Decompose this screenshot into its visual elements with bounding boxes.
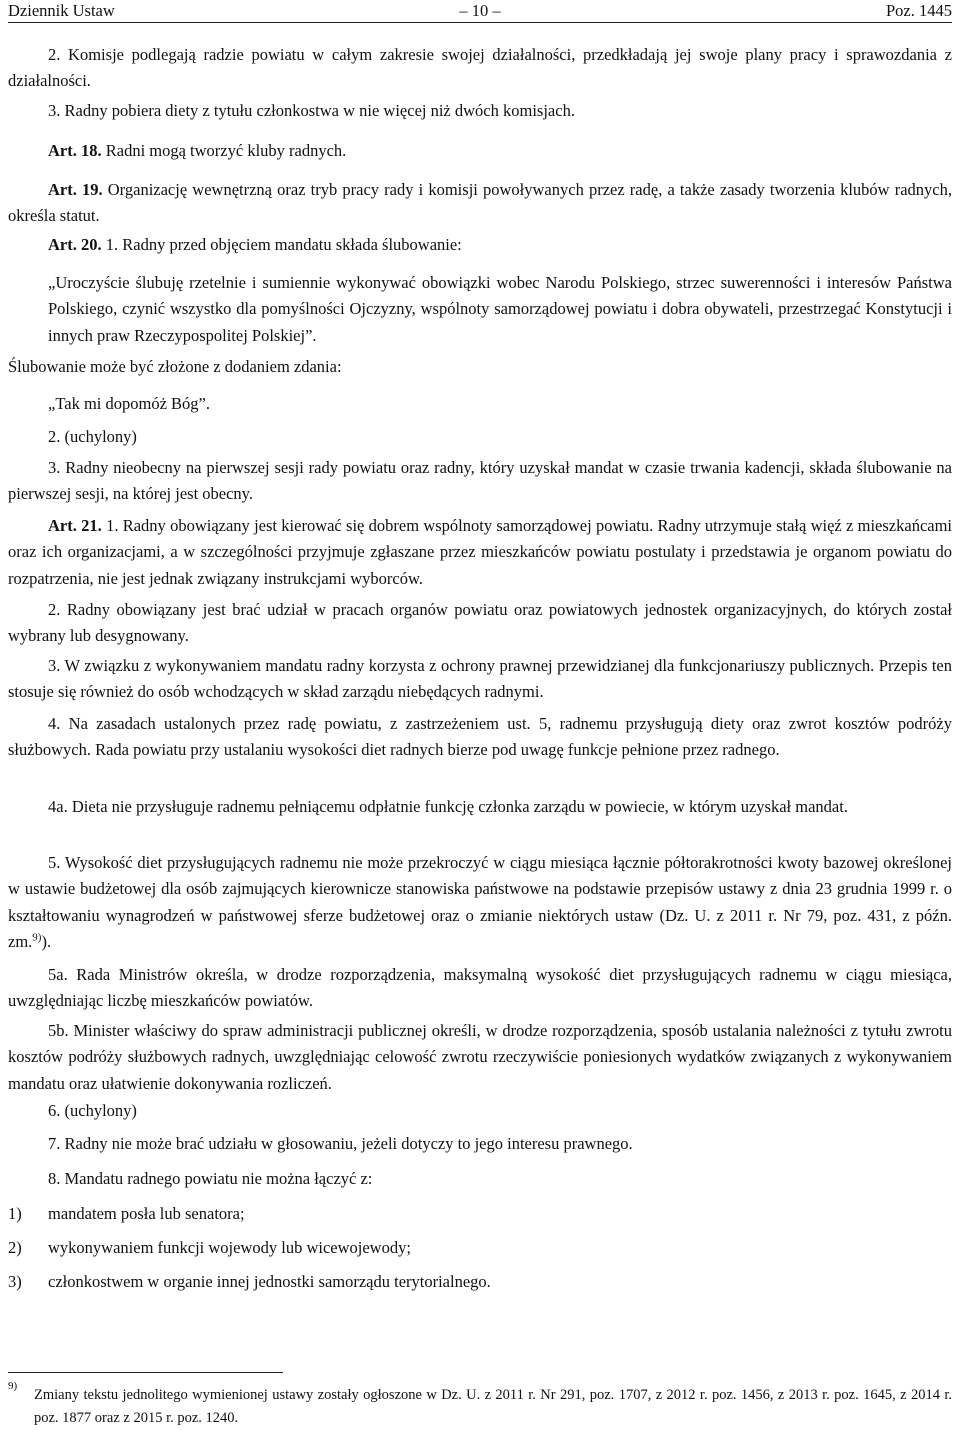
article-text: Radni mogą tworzyć kluby radnych. xyxy=(101,141,347,160)
article-21-item-4a: 4a. Dieta nie przysługuje radnemu pełniącemu odpłatnie funkcję członka zarządu w powiecie, w którym uzyskał mandat. xyxy=(48,797,848,816)
article-19 xyxy=(8,177,952,230)
article-21-item-8: 8. Mandatu radnego powiatu nie można łączyć z: xyxy=(48,1169,373,1188)
oath-addition: „Tak mi dopomóż Bóg”. xyxy=(48,394,210,413)
paragraph-diets: 3. Radny pobiera diety z tytułu członkostwa w nie więcej niż dwóch komisjach. xyxy=(48,101,575,120)
oath-addition-intro: Ślubowanie może być złożone z dodaniem zdania: xyxy=(8,357,342,376)
article-label: Art. 20. xyxy=(48,235,102,254)
page-number: – 10 – xyxy=(459,1,501,20)
article-label: Art. 18. xyxy=(48,141,102,160)
list-item-text: wykonywaniem funkcji wojewody lub wicewojewody; xyxy=(48,1238,411,1257)
list-item-text: mandatem posła lub senatora; xyxy=(48,1204,245,1223)
article-21-item-3: 3. W związku z wykonywaniem mandatu radny korzysta z ochrony prawnej przewidzianej dla funkcjonariuszy publicznych. Przepis ten stosuje się również do osób wchodzących w skład zarządu niebędących radnymi. xyxy=(8,656,952,702)
footnote-text: Zmiany tekstu jednolitego wymienionej ustawy zostały ogłoszone w Dz. U. z 2011 r. Nr 291, poz. 1707, z 2012 r. poz. 1456, z 2013 r. poz. 1645, z 2014 r. poz. 1877 oraz z 2015 r. poz. 1240. xyxy=(34,1387,952,1426)
article-label: Art. 21. xyxy=(48,516,102,535)
paragraph-committees: 2. Komisje podlegają radzie powiatu w całym zakresie swojej działalności, przedkładają jej swoje plany pracy i sprawozdania z działalności. xyxy=(8,45,952,91)
article-21-item-7: 7. Radny nie może brać udziału w głosowaniu, jeżeli dotyczy to jego interesu prawnego. xyxy=(48,1134,633,1153)
article-21-item-5a: 5a. Rada Ministrów określa, w drodze rozporządzenia, maksymalną wysokość diet przysługujących radnemu w ciągu miesiąca, uwzględniając liczbę mieszkańców powiatów. xyxy=(8,965,952,1011)
article-21-item-5b: 5b. Minister właściwy do spraw administracji publicznej określi, w drodze rozporządzenia, sposób ustalania należności z tytułu zwrotu kosztów podróży służbowych radnych, uwzględniając celowość zwrotu rzeczywiście poniesionych wydatków związanych z wykonywaniem mandatu oraz ułatwienie dokonywania rozliczeń. xyxy=(8,1021,952,1093)
article-21-item-5 xyxy=(8,850,952,956)
list-item-number: 2) xyxy=(8,1238,22,1257)
list-item-number: 3) xyxy=(8,1272,22,1291)
article-text: 1. Radny przed objęciem mandatu składa ślubowanie: xyxy=(101,235,462,254)
journal-title: Dziennik Ustaw xyxy=(8,1,115,20)
list-item-number: 1) xyxy=(8,1204,22,1223)
article-text: Organizację wewnętrzną oraz tryb pracy rady i komisji powoływanych przez radę, a także zasady tworzenia klubów radnych, określa statut. xyxy=(8,180,952,226)
paragraph-text: 5. Wysokość diet przysługujących radnemu nie może przekroczyć w ciągu miesiąca łącznie półtorakrotności kwoty bazowej określonej w ustawie budżetowej dla osób zajmujących kierownicze stanowiska państwowe na podstawie przepisów ustawy z dnia 23 grudnia 1999 r. o kształtowaniu wynagrodzeń w państwowej sferze budżetowej oraz o zmianie niektórych ustaw (Dz. U. z 2011 r. Nr 79, poz. 431, z późn. zm. xyxy=(8,853,952,952)
article-21-item-6: 6. (uchylony) xyxy=(48,1101,137,1120)
footnote-reference[interactable]: 9) xyxy=(32,931,42,944)
page-header xyxy=(8,0,952,23)
footnote-divider xyxy=(8,1372,283,1373)
article-21-item-4: 4. Na zasadach ustalonych przez radę powiatu, z zastrzeżeniem ust. 5, radnemu przysługują diety oraz zwrot kosztów podróży służbowych. Rada powiatu przy ustalaniu wysokości diet radnych bierze pod uwagę funkcje pełnione przez radnego. xyxy=(8,714,952,760)
article-18 xyxy=(8,138,952,164)
list-item-text: członkostwem w organie innej jednostki samorządu terytorialnego. xyxy=(48,1272,491,1291)
article-20-item-3: 3. Radny nieobecny na pierwszej sesji rady powiatu oraz radny, który uzyskał mandat w czasie trwania kadencji, składa ślubowanie na pierwszej sesji, na której jest obecny. xyxy=(8,458,952,504)
footnote-mark: 9) xyxy=(8,1380,18,1392)
position-number: Poz. 1445 xyxy=(886,1,952,20)
article-text: 1. Radny obowiązany jest kierować się dobrem wspólnoty samorządowej powiatu. Radny utrzymuje stałą więź z mieszkańcami oraz ich organizacjami, a w szczególności przyjmuje zgłaszane przez mieszkańców powiatu postulaty i przedstawia je organom powiatu do rozpatrzenia, nie jest jednak związany instrukcjami wyborców. xyxy=(8,516,953,588)
article-20 xyxy=(8,232,952,258)
article-label: Art. 19. xyxy=(48,180,103,199)
paragraph-end: ). xyxy=(41,932,52,952)
article-21 xyxy=(8,513,952,592)
article-20-item-2: 2. (uchylony) xyxy=(48,427,137,446)
article-21-item-2: 2. Radny obowiązany jest brać udział w pracach organów powiatu oraz powiatowych jednostek organizacyjnych, do których został wybrany lub desygnowany. xyxy=(8,600,952,646)
oath-text: „Uroczyście ślubuję rzetelnie i sumiennie wykonywać obowiązki wobec Narodu Polskiego, strzec suwerenności i interesów Państwa Polskiego, czynić wszystko dla pomyślności Ojczyzny, wspólnoty samorządowej powiatu i dobra obywateli, przestrzegać Konstytucji i innych praw Rzeczypospolitej Polskiej”. xyxy=(48,273,952,345)
